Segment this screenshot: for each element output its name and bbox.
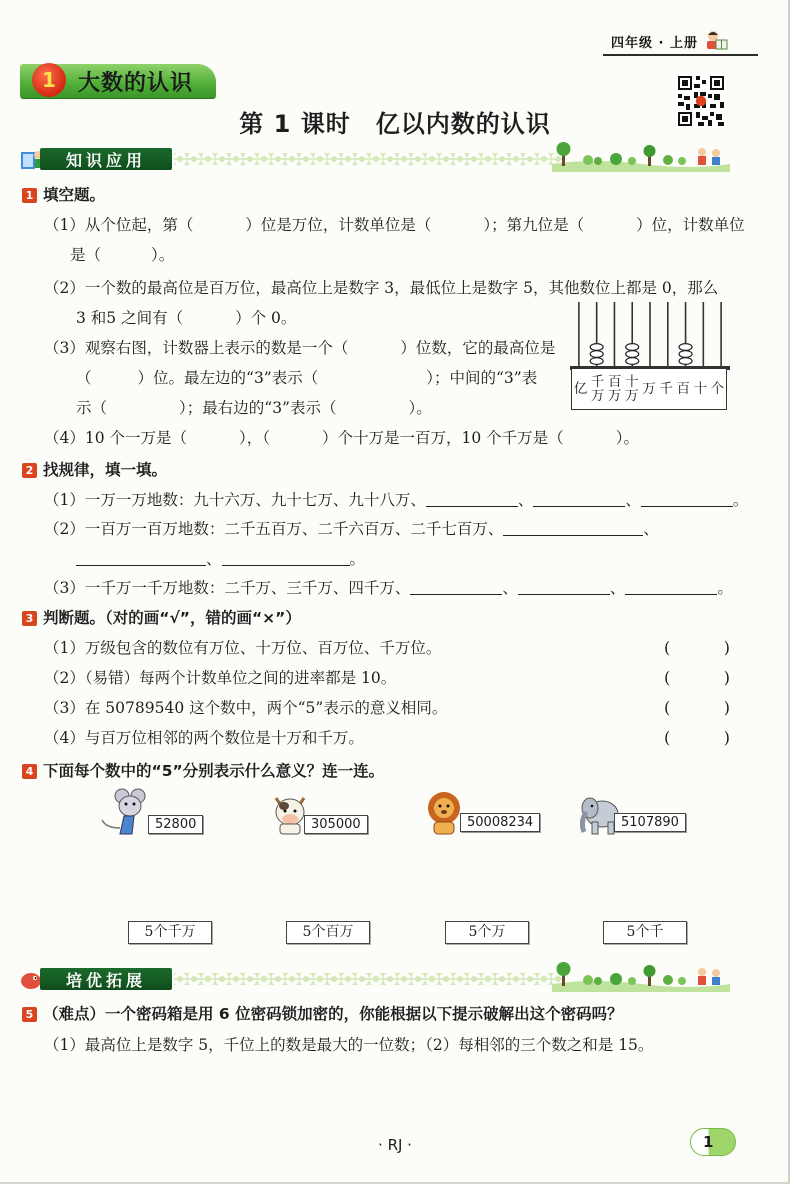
section-title-extend: 培优拓展 — [40, 968, 172, 990]
question-title: 判断题。（对的画“√”，错的画“×”） — [43, 609, 301, 627]
counter-bead — [590, 344, 603, 351]
question-title: （难点）一个密码箱是用 6 位密码锁加密的，你能根据以下提示破解出这个密码吗？ — [43, 1005, 623, 1023]
q1-part2-line2: 3 和5 之间有（ ）个 0。 — [76, 309, 297, 327]
grade-tag — [611, 30, 728, 52]
counter-label: 万 — [642, 381, 656, 397]
counter-label: 百 万 — [608, 374, 622, 404]
mouse-icon — [100, 788, 152, 838]
question-title: 填空题。 — [43, 186, 106, 204]
q3-answer-4[interactable]: ( ) — [664, 728, 730, 747]
number-tag-4: 5107890 — [614, 813, 686, 832]
answer-line[interactable] — [426, 493, 518, 507]
question-number: 2 — [22, 463, 37, 478]
reading-kid-icon — [704, 30, 728, 52]
counter-label: 亿 — [573, 381, 588, 397]
counter-label: 十 万 — [625, 374, 639, 404]
answer-box-3[interactable]: 5个万 — [445, 921, 529, 944]
counter-bead — [590, 351, 603, 358]
q1-part3-line1: （3）观察右图，计数器上表示的数是一个（ ）位数，它的最高位是 — [44, 339, 556, 357]
section-title-apply: 知识应用 — [40, 148, 172, 170]
question-3-heading — [22, 608, 734, 628]
counter-bead — [679, 358, 692, 365]
footer-code: · RJ · — [378, 1136, 412, 1154]
answer-box-1[interactable]: 5个千万 — [128, 921, 212, 944]
trees-decoration-icon — [552, 960, 730, 992]
q1-part1-line2: 是（ ）。 — [70, 246, 175, 264]
qr-code-icon[interactable] — [676, 74, 726, 128]
abacus-counter — [570, 300, 730, 412]
counter-bead — [590, 358, 603, 365]
vine-decoration — [174, 973, 564, 985]
counter-label: 千 万 — [590, 374, 605, 404]
number-tag-1: 52800 — [148, 815, 203, 834]
number-tag-2: 305000 — [304, 815, 368, 834]
counter-label: 个 — [710, 381, 725, 397]
question-title: 下面每个数中的“5”分别表示什么意义？连一连。 — [43, 762, 385, 780]
counter-bead — [679, 351, 692, 358]
q2-part1-line: （1）一万一万地数：九十六万、九十七万、九十八万、 、 、 。 — [44, 491, 749, 509]
q5-hint: （1）最高位上是数字 5，千位上的数是最大的一位数；（2）每相邻的三个数之和是 15。 — [44, 1036, 654, 1054]
q3-item-4: （4）与百万位相邻的两个数位是十万和千万。 — [44, 729, 364, 747]
question-number: 3 — [22, 611, 37, 626]
q3-item-3: （3）在 50789540 这个数中，两个“5”表示的意义相同。 — [44, 699, 448, 717]
answer-line[interactable] — [641, 493, 733, 507]
counter-label: 千 — [659, 381, 673, 397]
q3-item-1: （1）万级包含的数位有万位、十万位、百万位、千万位。 — [44, 639, 442, 657]
question-5-heading — [22, 1004, 734, 1024]
q2-part3-line: （3）一千万一千万地数：二千万、三千万、四千万、 、 、 。 — [44, 579, 733, 597]
unit-number: 1 — [32, 63, 66, 97]
unit-title: 大数的认识 — [78, 70, 194, 96]
question-1-heading — [22, 185, 734, 205]
q1-part2-line1: （2）一个数的最高位是百万位，最高位上是数字 3，最低位上是数字 5，其他数位上都是 0，那么 — [44, 279, 719, 297]
q1-part3-line2: （ ）位。最左边的“3”表示（ ）；中间的“3”表 — [76, 369, 538, 387]
section-bar-apply — [18, 146, 730, 172]
counter-bead — [626, 344, 639, 351]
q1-part4-line1: （4）10 个一万是（ ），（ ）个十万是一百万，10 个千万是（ ）。 — [44, 429, 639, 447]
answer-line[interactable] — [625, 581, 717, 595]
unit-banner — [20, 64, 216, 98]
counter-rods — [570, 300, 730, 370]
question-number: 5 — [22, 1007, 37, 1022]
answer-line[interactable] — [518, 581, 610, 595]
answer-line[interactable] — [503, 522, 643, 536]
q3-answer-2[interactable]: ( ) — [664, 668, 730, 687]
answer-line[interactable] — [410, 581, 502, 595]
grade-label: 四年级 · 上册 — [611, 35, 698, 51]
q3-answer-1[interactable]: ( ) — [664, 638, 730, 657]
answer-line[interactable] — [222, 552, 350, 566]
lesson-title: 第 1 课时 亿以内数的认识 — [239, 110, 551, 138]
lion-icon — [424, 790, 464, 836]
q1-part1-line1: （1）从个位起，第（ ）位是万位，计数单位是（ ）；第九位是（ ）位，计数单位 — [44, 216, 745, 234]
answer-box-2[interactable]: 5个百万 — [286, 921, 370, 944]
q1-part3-line3: 示（ ）；最右边的“3”表示（ ）。 — [76, 399, 432, 417]
question-number: 1 — [22, 188, 37, 203]
number-tag-3: 50008234 — [460, 813, 540, 832]
q3-answer-3[interactable]: ( ) — [664, 698, 730, 717]
answer-line[interactable] — [76, 552, 206, 566]
question-2-heading — [22, 460, 734, 480]
counter-place-labels — [571, 368, 727, 410]
question-title: 找规律，填一填。 — [43, 461, 168, 479]
q3-item-2: （2）（易错）每两个计数单位之间的进率都是 10。 — [44, 669, 397, 687]
q2-part2-line2: 、 。 — [76, 549, 365, 569]
counter-label: 百 — [676, 381, 690, 397]
q2-part2-line1: （2）一百万一百万地数：二千五百万、二千六百万、二千七百万、 、 — [44, 520, 659, 538]
answer-line[interactable] — [533, 493, 625, 507]
vine-decoration — [174, 153, 564, 165]
trees-decoration-icon — [552, 140, 730, 172]
counter-bead — [679, 344, 692, 351]
counter-label: 十 — [693, 381, 708, 397]
counter-bead — [626, 358, 639, 365]
page-number: 1 — [690, 1128, 736, 1156]
section-bar-extend — [18, 966, 730, 992]
question-4-heading — [22, 761, 734, 781]
answer-box-4[interactable]: 5个千 — [603, 921, 687, 944]
question-number: 4 — [22, 764, 37, 779]
counter-bead — [626, 351, 639, 358]
